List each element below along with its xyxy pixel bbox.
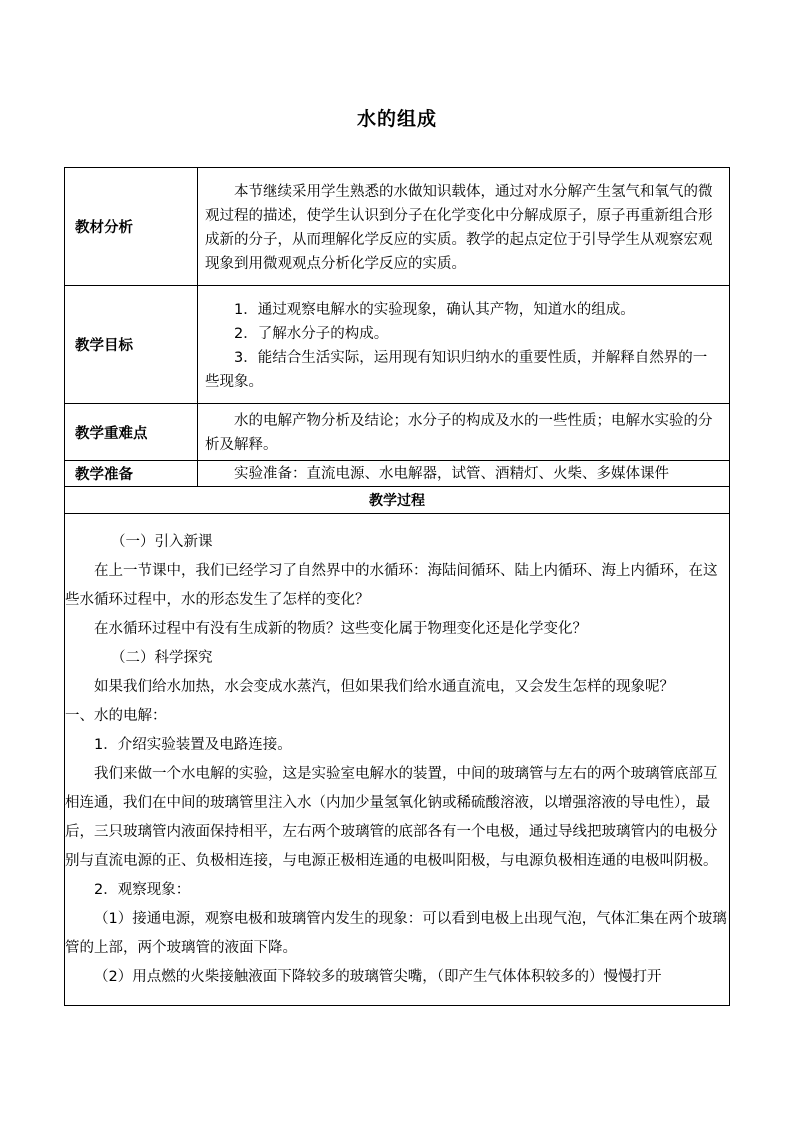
label-teaching-goals: 教学目标 [65, 286, 198, 404]
row-process-content [65, 514, 730, 1006]
process-paragraph: 我们来做一个水电解的实验，这是实验室电解水的装置，中间的玻璃管与左右的两个玻璃管底部互相连通，我们在中间的玻璃管里注入水（内加少量氢氧化钠或稀硫酸溶液，以增强溶液的导电性），最后，三只玻璃管内液面保持相平，左右两个玻璃管的底部各有一个电极，通过导线把玻璃管内的电极分别与直流电源的正、负极相连接，与电源正极相连通的电极叫阳极，与电源负极相连通的电极叫阴极。 [65, 765, 718, 869]
process-header: 教学过程 [65, 487, 730, 514]
key-points-paragraph: 水的电解产物分析及结论；水分子的构成及水的一些性质；电解水实验的分析及解释。 [205, 413, 713, 453]
goal-item: 1．通过观察电解水的实验现象，确认其产物，知道水的组成。 [234, 301, 635, 318]
step-heading: 2．观察现象： [94, 881, 191, 898]
page-title: 水的组成 [356, 108, 437, 130]
preparation-paragraph: 实验准备：直流电源、水电解器，试管、酒精灯、火柴、多媒体课件 [234, 465, 669, 482]
lesson-plan-table [64, 167, 730, 1006]
teaching-goals-list [198, 286, 730, 404]
label-material-analysis: 教材分析 [65, 168, 198, 286]
subsection-heading: 一、水的电解： [65, 707, 167, 724]
row-material-analysis [65, 168, 730, 286]
material-analysis-text [198, 168, 730, 286]
row-process-header [65, 487, 730, 514]
process-paragraph: 在水循环过程中有没有生成新的物质？这些变化属于物理变化还是化学变化？ [94, 620, 587, 637]
process-content [65, 514, 730, 1006]
process-paragraph: 如果我们给水加热，水会变成水蒸汽，但如果我们给水通直流电，又会发生怎样的现象呢？ [94, 678, 674, 695]
label-preparation: 教学准备 [65, 461, 198, 487]
label-key-points: 教学重难点 [65, 404, 198, 461]
process-paragraph: （2）用点燃的火柴接触液面下降较多的玻璃管尖嘴，（即产生气体体积较多的）慢慢打开 [94, 968, 662, 985]
goal-item: 2．了解水分子的构成。 [234, 325, 389, 342]
goal-item: 3．能结合生活实际，运用现有知识归纳水的重要性质，并解释自然界的一些现象。 [205, 349, 708, 390]
row-teaching-goals [65, 286, 730, 404]
row-preparation [65, 461, 730, 487]
row-key-points [65, 404, 730, 461]
section-heading: （一）引入新课 [111, 533, 213, 550]
step-heading: 1．介绍实验装置及电路连接。 [94, 736, 292, 753]
key-points-text [198, 404, 730, 461]
process-paragraph: 在上一节课中，我们已经学习了自然界中的水循环：海陆间循环、陆上内循环、海上内循环，在这些水循环过程中，水的形态发生了怎样的变化？ [65, 562, 718, 608]
process-paragraph: （1）接通电源，观察电极和玻璃管内发生的现象：可以看到电极上出现气泡，气体汇集在两个玻璃管的上部，两个玻璃管的液面下降。 [65, 910, 727, 956]
section-heading: （二）科学探究 [111, 649, 213, 666]
material-analysis-paragraph: 本节继续采用学生熟悉的水做知识载体，通过对水分解产生氢气和氧气的微观过程的描述，使学生认识到分子在化学变化中分解成原子，原子再重新组合形成新的分子，从而理解化学反应的实质。教学的起点定位于引导学生从观察宏观现象到用微观观点分析化学反应的实质。 [205, 183, 713, 272]
preparation-text [198, 461, 730, 487]
